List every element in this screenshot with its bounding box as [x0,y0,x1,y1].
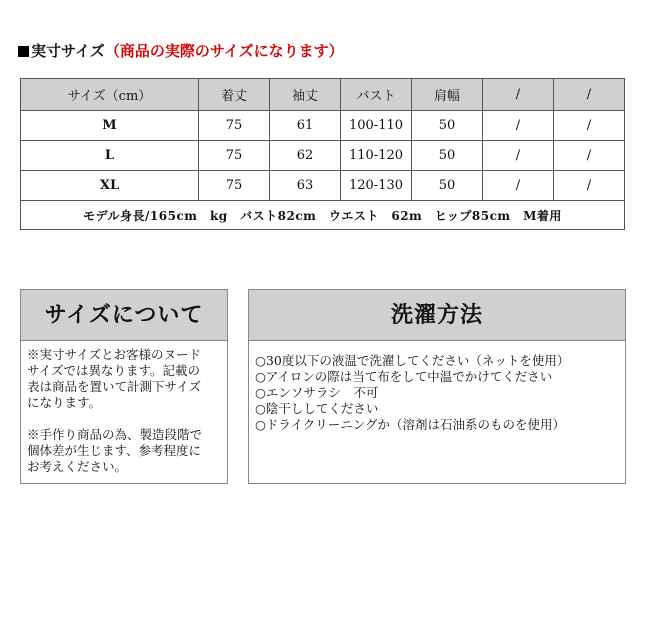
size-info-line: お考えください。 [27,459,128,474]
size-cell: M [21,111,199,141]
header-cell: / [554,79,625,111]
table-cell: 75 [199,141,270,171]
size-info-title: サイズについて [21,290,227,341]
size-heading-note: （商品の実際のサイズになります） [104,42,344,60]
size-info-line: サイズでは異なります。記載の [27,363,201,378]
header-cell: / [483,79,554,111]
table-cell: / [554,111,625,141]
table-cell: 50 [412,111,483,141]
table-cell: 120-130 [341,171,412,201]
header-cell: 袖丈 [270,79,341,111]
size-info-line: 個体差が生じます、参考程度に [27,443,202,458]
header-cell: 着丈 [199,79,270,111]
table-cell: 110-120 [341,141,412,171]
table-cell: / [554,141,625,171]
size-info-box [20,289,228,484]
table-cell: 61 [270,111,341,141]
header-cell: サイズ（cm） [21,79,199,111]
table-row [21,111,625,141]
table-cell: 50 [412,171,483,201]
size-heading-label: 実寸サイズ [31,42,105,60]
table-cell: 62 [270,141,341,171]
spacer [27,411,221,427]
size-info-body [21,341,227,481]
header-cell: バスト [341,79,412,111]
size-info-line: ※実寸サイズとお客様のヌード [27,347,202,362]
table-cell: 50 [412,141,483,171]
table-cell: 75 [199,111,270,141]
table-cell: / [483,171,554,201]
square-bullet-icon [18,46,29,57]
table-cell: / [483,111,554,141]
table-cell: 100-110 [341,111,412,141]
table-row [21,141,625,171]
table-row [21,171,625,201]
table-cell: 63 [270,171,341,201]
table-cell: / [554,171,625,201]
header-cell: 肩幅 [412,79,483,111]
washing-line: ○アイロンの際は当て布をして中温でかけてください [255,369,553,384]
washing-box [248,289,626,484]
size-cell: L [21,141,199,171]
size-info-line: ※手作り商品の為、製造段階で [27,427,203,442]
washing-line: ○エンソサラシ 不可 [255,385,379,400]
size-heading [18,40,344,61]
size-table [20,78,625,230]
washing-body [249,341,625,439]
table-header-row [21,79,625,111]
table-cell: / [483,141,554,171]
model-note: モデル身長/165cm kg バスト82cm ウエスト 62m ヒップ85cm M着用 [21,201,625,230]
table-cell: 75 [199,171,270,201]
washing-line: ○ドライクリーニングか（溶剤は石油系のものを使用） [255,417,566,432]
washing-line: ○30度以下の液温で洗濯してください（ネットを使用） [255,353,570,368]
washing-title: 洗濯方法 [249,290,625,341]
model-note-row [21,201,625,230]
size-cell: XL [21,171,199,201]
size-info-line: になります。 [27,395,102,410]
size-info-line: 表は商品を置いて計測下サイズ [27,379,202,394]
washing-line: ○陰干ししてください [255,401,379,416]
